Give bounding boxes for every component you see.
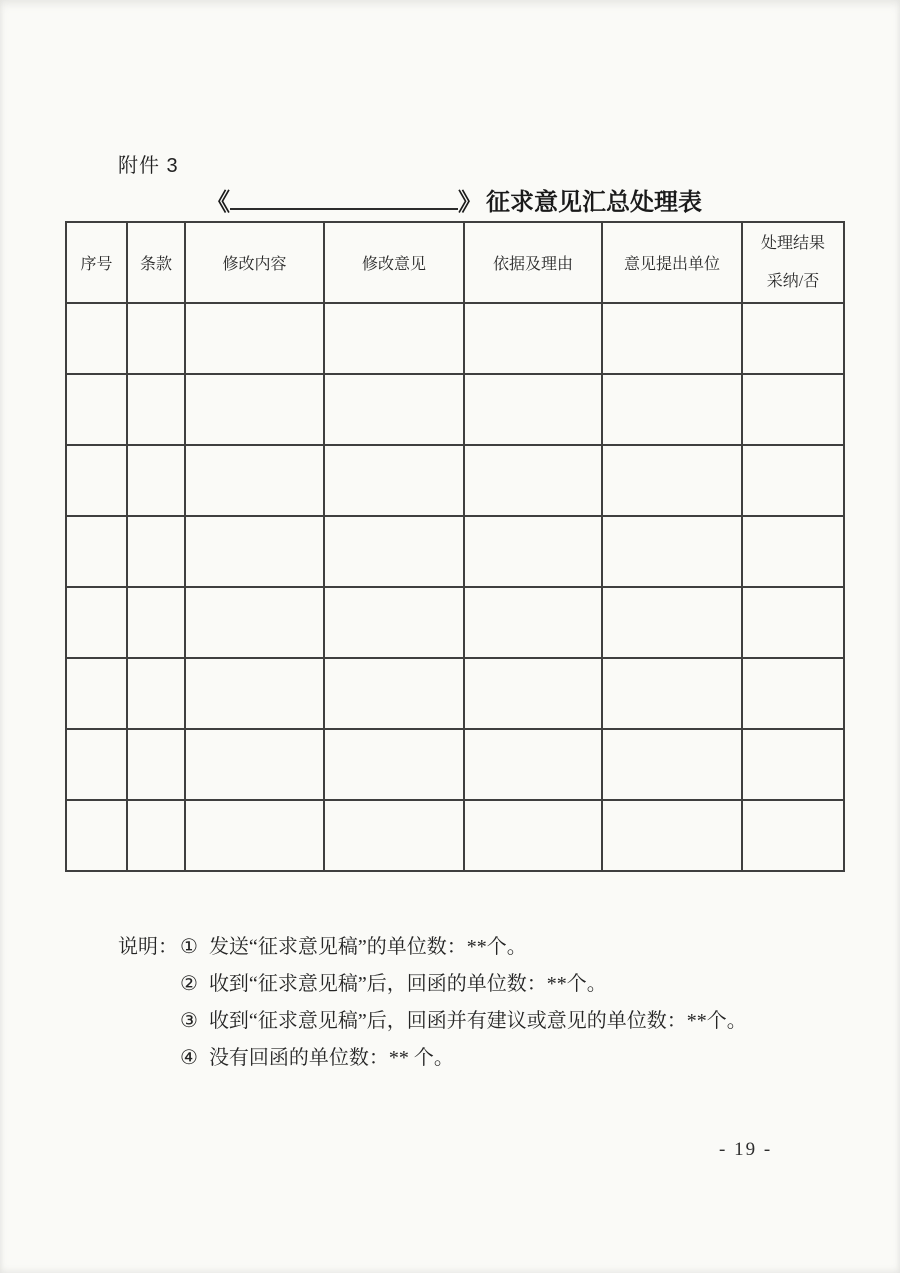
page-number: - 19 - xyxy=(719,1139,773,1160)
header-cell-serial-number: 序号 xyxy=(66,222,127,303)
note-line-3 xyxy=(180,1003,747,1040)
table-cell-empty xyxy=(464,658,602,729)
table-cell-empty xyxy=(324,800,464,871)
table-cell-empty xyxy=(324,516,464,587)
table-cell-empty xyxy=(66,303,127,374)
table-cell-empty xyxy=(185,729,324,800)
table-cell-empty xyxy=(66,658,127,729)
table-cell-empty xyxy=(185,516,324,587)
table-cell-empty xyxy=(185,800,324,871)
title-text: 征求意见汇总处理表 xyxy=(486,190,702,216)
note-marker-4: ④ xyxy=(180,1047,198,1069)
note-text-2: 收到“征求意见稿”后，回函的单位数：**个。 xyxy=(208,973,607,995)
table-cell-empty xyxy=(464,303,602,374)
result-header-line2: 采纳/否 xyxy=(766,272,820,290)
table-row xyxy=(66,587,844,658)
header-cell-processing-result xyxy=(742,222,844,303)
comments-summary-table xyxy=(65,221,845,872)
table-cell-empty xyxy=(66,445,127,516)
table-cell-empty xyxy=(464,445,602,516)
table-cell-empty xyxy=(324,658,464,729)
table-cell-empty xyxy=(66,374,127,445)
table-row xyxy=(66,374,844,445)
note-marker-2: ② xyxy=(180,973,198,995)
note-line-2 xyxy=(180,966,747,1003)
table-cell-empty xyxy=(742,658,844,729)
title-blank-underline xyxy=(230,184,458,210)
table-cell-empty xyxy=(602,658,742,729)
table-cell-empty xyxy=(127,516,185,587)
table-cell-empty xyxy=(464,374,602,445)
table-row xyxy=(66,516,844,587)
table-row xyxy=(66,729,844,800)
header-cell-modification-opinion: 修改意见 xyxy=(324,222,464,303)
table-cell-empty xyxy=(742,303,844,374)
note-line-1 xyxy=(118,929,747,966)
table-row xyxy=(66,658,844,729)
table-cell-empty xyxy=(602,729,742,800)
note-text-1: 发送“征求意见稿”的单位数：**个。 xyxy=(208,936,527,958)
table-cell-empty xyxy=(66,587,127,658)
table-cell-empty xyxy=(66,516,127,587)
table-cell-empty xyxy=(324,587,464,658)
table-cell-empty xyxy=(127,445,185,516)
table-cell-empty xyxy=(185,587,324,658)
table-cell-empty xyxy=(127,729,185,800)
table-cell-empty xyxy=(602,800,742,871)
table-row xyxy=(66,303,844,374)
table-cell-empty xyxy=(742,516,844,587)
table-cell-empty xyxy=(324,729,464,800)
note-marker-1: ① xyxy=(180,936,198,958)
notes-section xyxy=(118,929,747,1077)
table-cell-empty xyxy=(742,445,844,516)
document-title xyxy=(65,182,843,217)
table-cell-empty xyxy=(66,729,127,800)
header-cell-clause: 条款 xyxy=(127,222,185,303)
table-cell-empty xyxy=(127,658,185,729)
table-cell-empty xyxy=(127,587,185,658)
table-cell-empty xyxy=(127,374,185,445)
table-cell-empty xyxy=(185,374,324,445)
table-cell-empty xyxy=(324,303,464,374)
result-header-line1: 处理结果 xyxy=(760,234,825,252)
table-cell-empty xyxy=(464,729,602,800)
table-cell-empty xyxy=(127,303,185,374)
title-close-bracket: 》 xyxy=(458,190,482,216)
table-cell-empty xyxy=(602,445,742,516)
table-cell-empty xyxy=(464,800,602,871)
table-cell-empty xyxy=(742,800,844,871)
table-cell-empty xyxy=(742,729,844,800)
title-open-bracket: 《 xyxy=(206,190,230,216)
table-row xyxy=(66,800,844,871)
table-cell-empty xyxy=(602,516,742,587)
header-cell-basis-reason: 依据及理由 xyxy=(464,222,602,303)
notes-label: 说明： xyxy=(118,936,178,958)
table-header-row xyxy=(66,222,844,303)
table-cell-empty xyxy=(742,587,844,658)
note-line-4 xyxy=(180,1040,747,1077)
table-cell-empty xyxy=(185,445,324,516)
table-cell-empty xyxy=(464,587,602,658)
table-cell-empty xyxy=(66,800,127,871)
table-cell-empty xyxy=(602,587,742,658)
attachment-label: 附件 3 xyxy=(118,155,179,177)
table-cell-empty xyxy=(742,374,844,445)
table-row xyxy=(66,445,844,516)
table-cell-empty xyxy=(185,658,324,729)
table-cell-empty xyxy=(324,445,464,516)
table-cell-empty xyxy=(602,303,742,374)
note-text-4: 没有回函的单位数：** 个。 xyxy=(208,1047,454,1069)
table-cell-empty xyxy=(602,374,742,445)
note-marker-3: ③ xyxy=(180,1010,198,1032)
table-cell-empty xyxy=(127,800,185,871)
table-cell-empty xyxy=(185,303,324,374)
table-cell-empty xyxy=(324,374,464,445)
table-cell-empty xyxy=(464,516,602,587)
header-cell-proposing-unit: 意见提出单位 xyxy=(602,222,742,303)
note-text-3: 收到“征求意见稿”后，回函并有建议或意见的单位数：**个。 xyxy=(208,1010,747,1032)
header-cell-modified-content: 修改内容 xyxy=(185,222,324,303)
